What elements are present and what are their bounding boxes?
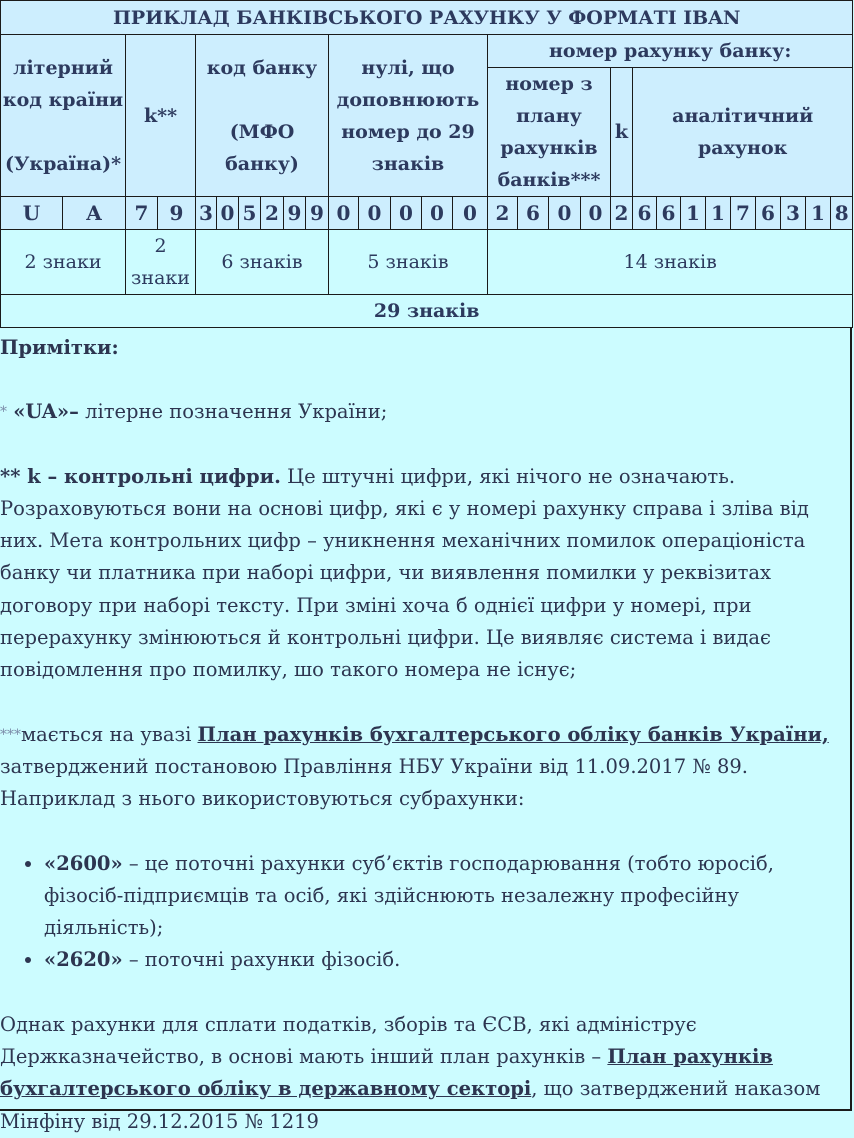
iban-table: [0, 0, 853, 328]
count-country: 2 знаки: [1, 230, 126, 295]
header-line: плану: [516, 105, 582, 127]
notes-section: [0, 328, 850, 1138]
list-item: [44, 944, 850, 976]
header-check-digits: k**: [126, 35, 196, 197]
header-account-number-group: номер рахунку банку:: [488, 35, 853, 68]
digit-cell: 0: [549, 197, 581, 230]
note-text: Це штучні цифри, які нічого не означають. Розраховуються вони на основі цифр, які є у номері рахунку справа і зліва від них. Мета контрольних цифр – уникнення механічних помилок операціоніста банку чи платника при наборі цифри, чи виявлення помилки у реквізитах договору при наборі тексту. При зміні хоча б однієї цифри у номері, при перерахунку змінюються й контрольні цифри. Це виявляє система і видає повідомлення про помилку, шо такого номера не існує;: [0, 464, 809, 682]
digit-cell: 0: [453, 197, 488, 230]
note-text: літерне позначення України;: [78, 400, 388, 424]
count-line: 2: [154, 235, 167, 257]
footnote-star: *: [0, 404, 7, 421]
digit-cell: 8: [831, 197, 853, 230]
digit-cell: 7: [731, 197, 756, 230]
subaccount-list: [0, 848, 850, 977]
header-line: код банку: [206, 56, 318, 79]
total-count: 29 знаків: [1, 295, 853, 328]
header-bank-code: [196, 35, 329, 197]
header-line: доповнюють: [336, 88, 480, 111]
subaccount-code: «2600»: [44, 851, 123, 875]
digit-cell: 6: [633, 197, 657, 230]
header-country-code: [1, 35, 126, 197]
header-chart-of-accounts: [488, 68, 611, 197]
header-line: рахунків: [500, 137, 598, 159]
header-line: [196, 84, 328, 116]
digit-cell: 7: [126, 197, 158, 230]
digit-cell: 3: [196, 197, 217, 230]
header-zeros: [329, 35, 488, 197]
header-line: (Україна)*: [4, 152, 122, 175]
link-bank-chart-of-accounts[interactable]: План рахунків бухгалтерського обліку банків України,: [197, 722, 829, 746]
digit-cell: 1: [806, 197, 831, 230]
digit-cell: 0: [422, 197, 453, 230]
digit-cell: 9: [158, 197, 196, 230]
digit-cell: 9: [284, 197, 306, 230]
digit-cell: 0: [217, 197, 239, 230]
note-chart-of-accounts: [0, 719, 850, 816]
digit-cell: 2: [611, 197, 633, 230]
subaccount-text: – поточні рахунки фізосіб.: [122, 948, 401, 972]
counts-row: [1, 230, 853, 295]
subaccount-text: – це поточні рахунки суб’єктів господарювання (тобто юросіб, фізосіб-підприємців та осіб, які здійснюють незалежну професійну діяльність);: [44, 851, 774, 940]
digit-cell: 0: [391, 197, 422, 230]
subaccount-code: «2620»: [44, 948, 123, 972]
digit-cell: U: [1, 197, 63, 230]
note-country-code: [0, 396, 850, 428]
digit-cell: 1: [706, 197, 731, 230]
digit-cell: 3: [781, 197, 806, 230]
count-line: знаки: [131, 267, 190, 289]
table-title: ПРИКЛАД БАНКІВСЬКОГО РАХУНКУ У ФОРМАТІ IBAN: [1, 1, 853, 35]
header-line: літерний: [13, 56, 113, 79]
digit-cell: 0: [329, 197, 359, 230]
digits-row: [1, 197, 853, 230]
header-line: номер до 29: [341, 120, 475, 143]
note-text: , що затверджений наказом Мінфіну від 29.12.2015 № 1219: [0, 1077, 821, 1133]
note-text: мається на увазі: [21, 722, 198, 746]
header-analytic-account: аналітичний рахунок: [633, 68, 853, 197]
footnote-star: ***: [0, 726, 21, 743]
digit-cell: 6: [657, 197, 681, 230]
note-bold: ** k – контрольні цифри.: [0, 464, 281, 488]
note-text: Однак рахунки для сплати податків, зборів та ЄСВ, які адмініструє Держказначейство, в основі мають інший план рахунків –: [0, 1012, 697, 1069]
digit-cell: A: [63, 197, 126, 230]
list-item: [44, 848, 850, 945]
digit-cell: 5: [239, 197, 261, 230]
header-line: банків***: [497, 169, 601, 191]
header-line: код країни: [2, 88, 124, 111]
note-text: затверджений постановою Правління НБУ України від 11.09.2017 № 89. Наприклад з нього використовуються субрахунки:: [0, 754, 749, 811]
header-k: k: [611, 68, 633, 197]
digit-cell: 0: [581, 197, 611, 230]
digit-cell: 1: [681, 197, 706, 230]
digit-cell: 6: [518, 197, 549, 230]
count-check: [126, 230, 196, 295]
header-line: (МФО банку): [225, 120, 299, 175]
header-line: нулі, що: [361, 56, 455, 79]
count-account: 14 знаків: [488, 230, 853, 295]
header-line: номер з: [505, 73, 593, 95]
header-line: [1, 116, 125, 148]
digit-cell: 0: [359, 197, 391, 230]
note-treasury: [0, 1009, 850, 1138]
note-check-digits: [0, 461, 850, 687]
digit-cell: 9: [306, 197, 329, 230]
header-line: знаків: [371, 152, 445, 175]
notes-heading: Примітки:: [0, 336, 119, 359]
digit-cell: 2: [261, 197, 284, 230]
link-public-sector-chart-of-accounts[interactable]: План рахунків бухгалтерського обліку в державному секторі: [0, 1045, 773, 1101]
digit-cell: 6: [756, 197, 781, 230]
count-zeros: 5 знаків: [329, 230, 488, 295]
count-bank: 6 знаків: [196, 230, 329, 295]
note-bold: «UA»–: [13, 400, 79, 424]
digit-cell: 2: [488, 197, 518, 230]
